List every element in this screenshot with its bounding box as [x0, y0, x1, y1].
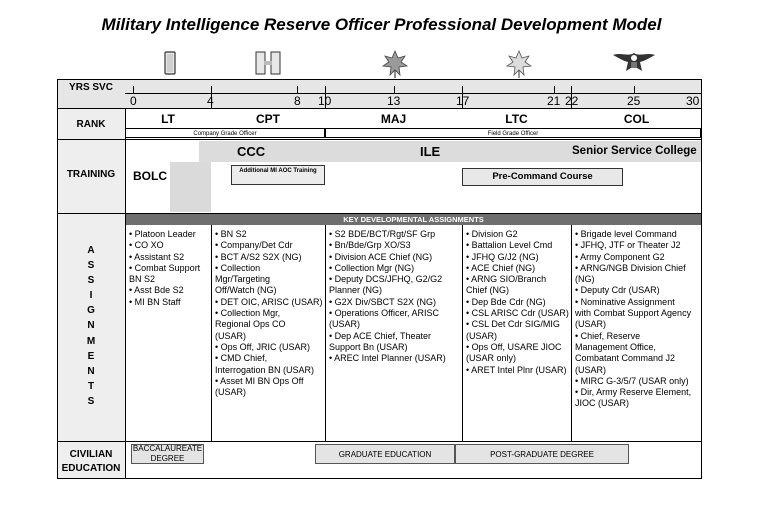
assignments-cpt: [215, 229, 323, 398]
rank-lt: LT: [161, 112, 175, 126]
assignment-line: • Dep ACE Chief, Theater: [329, 330, 432, 341]
assignment-line: • BCT A/S2 S2X (NG): [215, 251, 302, 262]
tick-mark: [133, 86, 134, 94]
assignment-line: • Battalion Level Cmd: [466, 240, 553, 251]
assignment-line: • Brigade level Command: [575, 229, 677, 239]
assignments-letter: N: [87, 365, 95, 377]
assignment-line: with Combat Support Agency: [575, 308, 692, 319]
assignment-line: Off/Watch (NG): [215, 285, 277, 296]
pcc-label: Pre-Command Course: [492, 171, 593, 182]
assignment-line: • CMD Chief,: [215, 353, 268, 364]
assignment-line: • Collection Mgr,: [215, 308, 281, 319]
assignment-line: • Dep Bde Cdr (NG): [466, 296, 546, 307]
year-tick-label: 8: [294, 94, 301, 108]
ile-label: ILE: [420, 144, 441, 159]
tick-mark: [634, 86, 635, 94]
baccalaureate-box: [131, 444, 204, 464]
assignment-line: (USAR): [575, 319, 606, 330]
assignments-col: [575, 229, 701, 410]
assignments-letter: S: [87, 395, 95, 407]
assignments-letter: A: [87, 245, 95, 256]
assignment-line: Management Office,: [575, 341, 656, 352]
second-lieutenant-bar-icon: [164, 51, 176, 80]
assignment-line: (USAR): [466, 330, 497, 341]
assignments-letter: G: [87, 305, 95, 317]
assignment-line: • Ops Off, JRIC (USAR): [215, 341, 310, 352]
ssc-label: Senior Service College: [572, 145, 697, 157]
assignment-line: • CSL Det Cdr SIG/MIG: [466, 319, 560, 330]
assignment-line: • Assistant S2: [129, 251, 185, 262]
rule: [325, 225, 326, 441]
rank-col: COL: [623, 112, 650, 126]
assignment-line: • AREC Intel Planner (USAR): [329, 353, 446, 364]
assignments-letter: M: [86, 335, 96, 347]
year-tick-label: 13: [387, 94, 401, 108]
year-tick-label: 22: [565, 94, 579, 108]
assignment-line: • DET OIC, ARISC (USAR): [215, 296, 323, 307]
assignment-line: • Deputy Cdr (USAR): [575, 285, 660, 296]
assignment-line: • Asst Bde S2: [129, 285, 184, 296]
assignment-line: • Ops Off, USARE JIOC: [466, 341, 562, 352]
assignment-line: • CSL ARISC Cdr (USAR): [466, 308, 569, 319]
rule: [462, 225, 463, 441]
assignment-line: Interrogation BN (USAR): [215, 364, 315, 375]
assignments-maj: [329, 229, 461, 365]
aoc-label: Additional MI AOC Training: [239, 168, 317, 174]
assignment-line: (USAR): [575, 364, 606, 375]
key-assignments-label: KEY DEVELOPMENTAL ASSIGNMENTS: [343, 215, 484, 224]
captain-bars-icon: [255, 51, 283, 80]
assignment-line: Chief (NG): [466, 285, 510, 296]
rule: [57, 441, 702, 442]
years-row-shade: [58, 80, 701, 108]
assignment-line: Support Bn (USAR): [329, 341, 408, 352]
bolc-stub: [170, 162, 211, 212]
assignment-line: • ARNG SIO/Branch: [466, 274, 547, 285]
assignment-line: • Combat Support: [129, 262, 201, 273]
assignments-letter: T: [87, 380, 95, 392]
assignment-line: • Collection: [215, 262, 261, 273]
rank-cpt: CPT: [256, 112, 280, 126]
assignment-line: • CO XO: [129, 240, 164, 251]
assignment-line: • ARET Intel Plnr (USAR): [466, 364, 567, 375]
tick-mark: [554, 86, 555, 94]
assignment-line: • BN S2: [215, 229, 247, 239]
assignment-line: • Nominative Assignment: [575, 296, 675, 307]
assignment-line: • S2 BDE/BCT/Rgt/SF Grp: [329, 229, 436, 239]
assignment-line: (USAR): [329, 319, 360, 330]
assignments-letter: I: [89, 290, 93, 302]
yrs-svc-label: YRS SVC: [69, 82, 113, 93]
assignment-line: • Division G2: [466, 229, 518, 239]
assignment-line: BN S2: [129, 274, 156, 285]
assignment-line: • Asset MI BN Ops Off: [215, 375, 304, 386]
training-label: TRAINING: [66, 169, 116, 180]
assignment-line: Mgr/Targeting: [215, 274, 271, 285]
assignment-line: Combatant Command J2: [575, 353, 676, 364]
ccc-box: [199, 141, 325, 162]
rank-maj: MAJ: [380, 112, 407, 126]
assignments-ltc: [466, 229, 570, 376]
civilian-label: CIVILIAN EDUCATION: [61, 449, 121, 474]
assignment-line: • Chief, Reserve: [575, 330, 641, 341]
aoc-box: [231, 165, 325, 185]
pcc-box: [462, 168, 623, 186]
rule: [57, 108, 702, 109]
assignment-line: • Division ACE Chief (NG): [329, 251, 433, 262]
graduate-box: [315, 444, 455, 464]
assignment-line: • ACE Chief (NG): [466, 262, 536, 273]
post-graduate-label: POST-GRADUATE DEGREE: [490, 449, 594, 459]
assignment-line: JIOC (USAR): [575, 398, 629, 409]
year-tick-label: 0: [130, 94, 137, 108]
assignments-letter: E: [87, 350, 95, 362]
assignment-line: (NG): [575, 274, 595, 285]
rule: [571, 225, 572, 441]
assignment-line: • Company/Det Cdr: [215, 240, 293, 251]
assignment-line: • Operations Officer, ARISC: [329, 308, 440, 319]
tick-mark: [394, 86, 395, 94]
assignment-line: • JFHQ, JTF or Theater J2: [575, 240, 681, 251]
company-grade-label: Company Grade Officer: [125, 128, 325, 138]
assignment-line: Regional Ops CO: [215, 319, 286, 330]
assignments-label: [57, 243, 125, 409]
graduate-label: GRADUATE EDUCATION: [338, 449, 432, 459]
key-assignments-header: [126, 214, 701, 225]
ile-box: [325, 141, 569, 162]
assignment-line: • Dir, Army Reserve Element,: [575, 387, 692, 398]
baccalaureate-label: BACCALAUREATE DEGREE: [132, 444, 203, 463]
assignment-line: • MI BN Staff: [129, 296, 181, 307]
ccc-label: CCC: [237, 144, 266, 159]
rank-ltc: LTC: [505, 112, 528, 126]
assignment-line: (USAR): [215, 330, 246, 341]
year-tick-label: 10: [318, 94, 332, 108]
colonel-eagle-icon: [611, 49, 657, 80]
assignments-lt: [129, 229, 209, 308]
field-grade-label: Field Grade Officer: [325, 128, 701, 138]
assignments-letter: S: [87, 275, 95, 287]
tick-mark: [297, 86, 298, 94]
rule: [211, 225, 212, 441]
assignment-line: • MIRC G-3/5/7 (USAR only): [575, 375, 689, 386]
assignments-letter: S: [87, 260, 95, 272]
page-title: Military Intelligence Reserve Officer Professional Development Model: [101, 15, 662, 34]
assignment-line: • Collection Mgr (NG): [329, 262, 415, 273]
assignments-letter: N: [87, 320, 95, 332]
assignment-line: • Bn/Bde/Grp XO/S3: [329, 240, 411, 251]
assignment-line: • Army Component G2: [575, 251, 665, 262]
year-tick-label: 25: [627, 94, 641, 108]
assignment-line: • Deputy DCS/JFHQ, G2/G2: [329, 274, 443, 285]
ssc-box: [569, 141, 701, 162]
rank-label: RANK: [76, 119, 106, 130]
year-tick-label: 30: [686, 94, 700, 108]
assignment-line: • JFHQ G/J2 (NG): [466, 251, 539, 262]
assignment-line: • Platoon Leader: [129, 229, 196, 239]
post-graduate-box: [455, 444, 629, 464]
assignment-line: Planner (NG): [329, 285, 383, 296]
assignment-line: (USAR): [215, 387, 246, 398]
year-tick-label: 21: [547, 94, 561, 108]
bolc-label: BOLC: [133, 169, 167, 183]
assignment-line: • ARNG/NGB Division Chief: [575, 262, 686, 273]
year-tick-label: 4: [207, 94, 214, 108]
assignment-line: • G2X Div/SBCT S2X (NG): [329, 296, 437, 307]
year-tick-label: 17: [456, 94, 470, 108]
assignment-line: (USAR only): [466, 353, 517, 364]
